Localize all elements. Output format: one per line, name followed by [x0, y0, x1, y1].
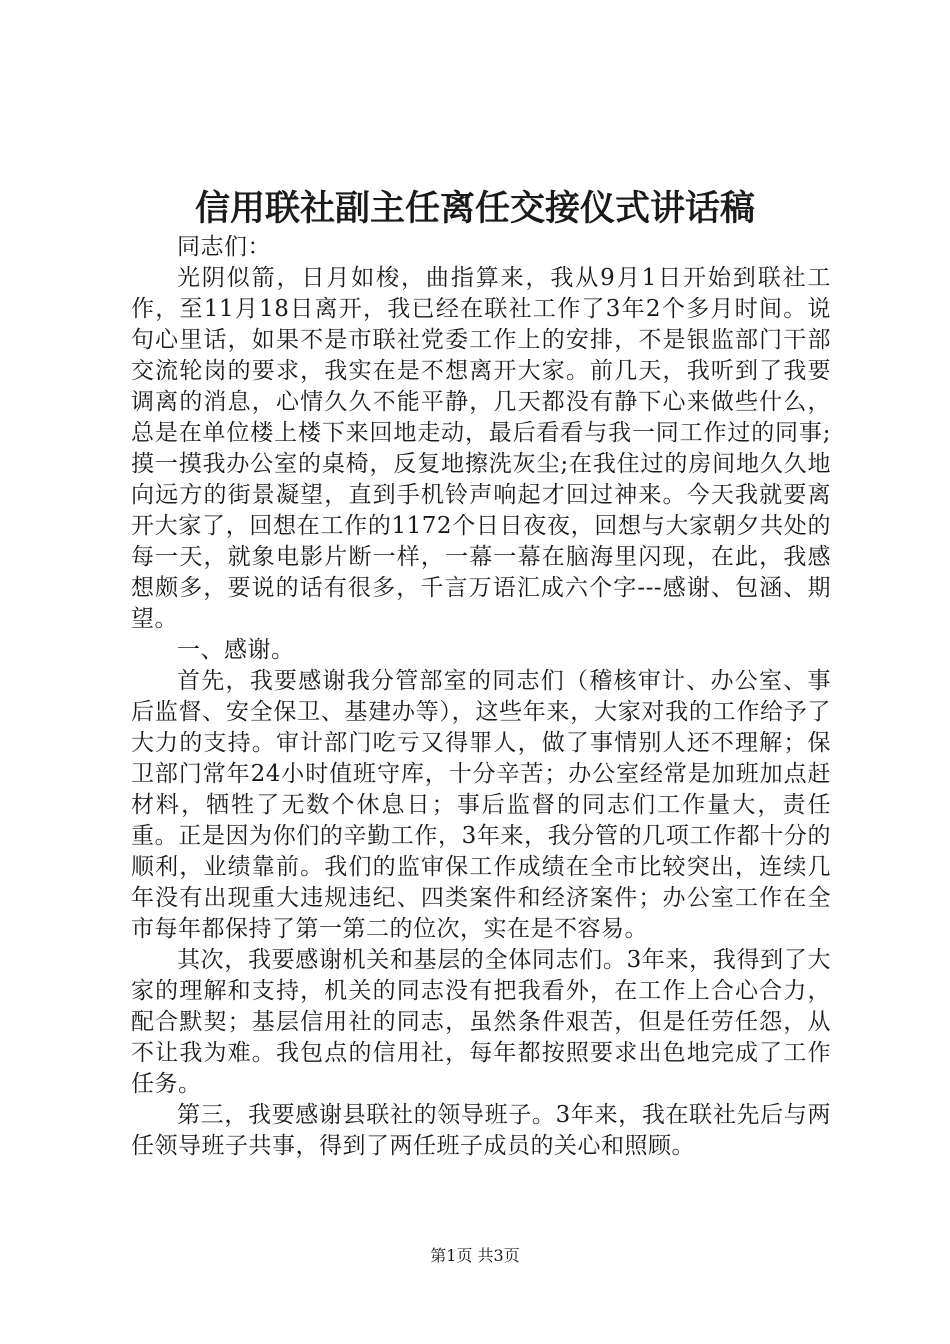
document-title: 信用联社副主任离任交接仪式讲话稿 [194, 188, 755, 229]
page-footer [0, 1244, 950, 1268]
section-heading: 一、感谢。 [177, 637, 295, 663]
document-body [131, 232, 831, 1162]
page-number: 第1页 共3页 [430, 1246, 520, 1265]
body-paragraph: 其次，我要感谢机关和基层的全体同志们。3年来，我得到了大家的理解和支持，机关的同志没有把我看外，在工作上合心合力，配合默契；基层信用社的同志，虽然条件艰苦，但是任劳任怨，从不让我为难。我包点的信用社，每年都按照要求出色地完成了工作任务。 [131, 947, 831, 1097]
body-paragraph: 第三，我要感谢县联社的领导班子。3年来，我在联社先后与两任领导班子共事，得到了两任班子成员的关心和照顾。 [131, 1102, 831, 1159]
body-paragraph: 首先，我要感谢我分管部室的同志们（稽核审计、办公室、事后监督、安全保卫、基建办等），这些年来，大家对我的工作给予了大力的支持。审计部门吃亏又得罪人，做了事情别人还不理解；保卫部门常年24小时值班守库，十分辛苦；办公室经常是加班加点赶材料，牺牲了无数个休息日；事后监督的同志们工作量大，责任重。正是因为你们的辛勤工作，3年来，我分管的几项工作都十分的顺利，业绩靠前。我们的监审保工作成绩在全市比较突出，连续几年没有出现重大违规违纪、四类案件和经济案件；办公室工作在全市每年都保持了第一第二的位次，实在是不容易。 [131, 668, 831, 942]
body-paragraph: 光阴似箭，日月如梭，曲指算来，我从9月1日开始到联社工作，至11月18日离开，我已经在联社工作了3年2个多月时间。说句心里话，如果不是市联社党委工作上的安排，不是银监部门干部交流轮岗的要求，我实在是不想离开大家。前几天，我听到了我要调离的消息，心情久久不能平静，几天都没有静下心来做些什么，总是在单位楼上楼下来回地走动，最后看看与我一同工作过的同事;摸一摸我办公室的桌椅，反复地擦洗灰尘;在我住过的房间地久久地向远方的街景凝望，直到手机铃声响起才回过神来。今天我就要离开大家了，回想在工作的1172个日日夜夜，回想与大家朝夕共处的每一天，就象电影片断一样，一幕一幕在脑海里闪现，在此，我感想颇多，要说的话有很多，千言万语汇成六个字---感谢、包涵、期望。 [131, 265, 831, 632]
salutation-paragraph: 同志们： [177, 234, 271, 260]
